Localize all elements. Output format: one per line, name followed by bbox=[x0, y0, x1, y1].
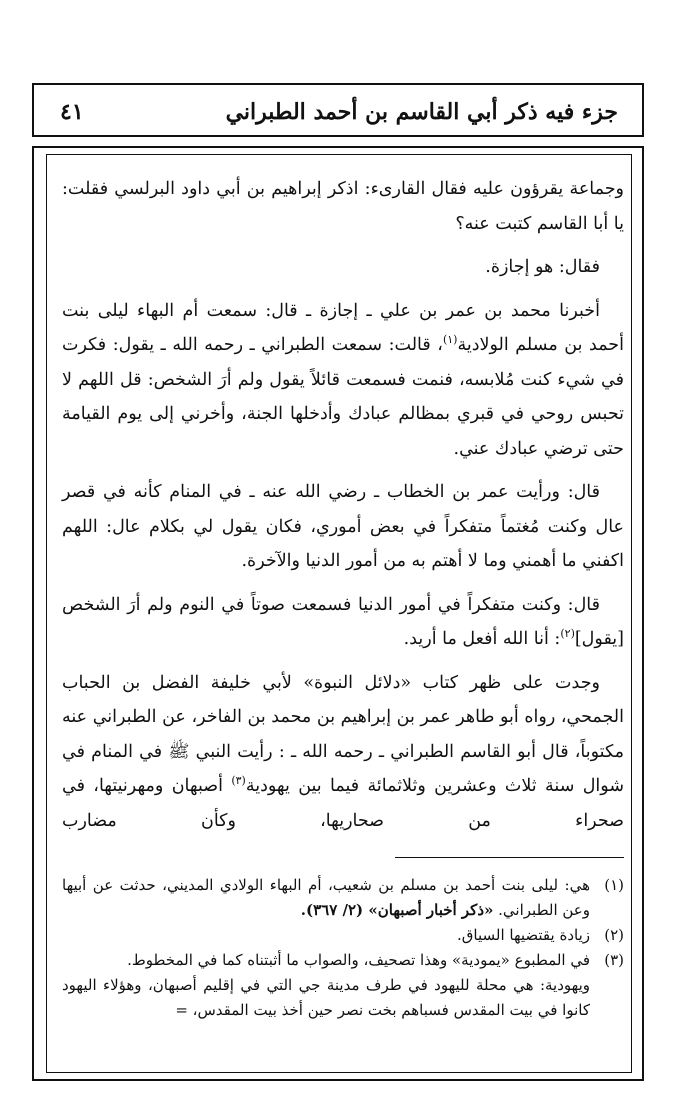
footnote-1 bbox=[62, 873, 624, 923]
footnote-1-reference: «ذكر أخبار أصبهان» (٢/ ٣٦٧). bbox=[300, 901, 494, 919]
paragraph-5 bbox=[62, 588, 624, 657]
footnote-ref-2: (٢) bbox=[560, 627, 575, 641]
footnote-1-body: هي: ليلى بنت أحمد بن مسلم بن شعيب، أم البهاء الولادي المديني، حدثت عن أبيها وعن الطبراني. bbox=[62, 876, 590, 919]
paragraph-5-text-a: قال: وكنت متفكراً في أمور الدنيا فسمعت صوتاً في النوم ولم أرَ الشخص [يقول] bbox=[62, 594, 624, 649]
paragraph-1: وجماعة يقرؤون عليه فقال القارىء: اذكر إبراهيم بن أبي داود البرلسي فقلت: يا أبا القاسم كتبت عنه؟ bbox=[62, 179, 624, 234]
footnote-3-number: (٣) bbox=[604, 951, 624, 969]
footnote-3-continuation: ويهودية: هي محلة لليهود في طرف مدينة جي التي في إقليم أصبهان، وهؤلاء اليهود كانوا في بيت المقدس فسباهم بخت نصر حين أخذ بيت المقدس، = bbox=[62, 976, 590, 1019]
paragraph-6-text-a: وجدت على ظهر كتاب «دلائل النبوة» لأبي خليفة الفضل بن الحباب الجمحي، رواه أبو طاهر عمر بن إبراهيم بن محمد بن الفاخر، عن الطبراني عنه مكتوباً، قال أبو القاسم الطبراني ـ رحمه الله ـ : رأيت النبي ﷺ في المنام في شوال سنة ثلاث وعشرين وثلاثمائة فيما بين يهودية bbox=[62, 672, 624, 796]
paragraph-2: فقال: هو إجازة. bbox=[485, 257, 600, 277]
footnote-ref-3: (٣) bbox=[231, 774, 246, 788]
footnote-separator bbox=[395, 857, 624, 858]
footnote-3-text: في المطبوع «يمودية» وهذا تصحيف، والصواب ما أثبتناه كما في المخطوط. bbox=[127, 951, 590, 969]
footnote-3 bbox=[62, 948, 624, 973]
paragraph-3 bbox=[62, 294, 624, 467]
footnotes bbox=[62, 873, 624, 1023]
paragraph-3-text-a: أخبرنا محمد بن عمر بن علي ـ إجازة ـ قال: سمعت أم البهاء ليلى بنت أحمد بن مسلم الولادية bbox=[62, 300, 624, 355]
paragraph-5-text-b: : أنا الله أفعل ما أريد. bbox=[403, 629, 561, 649]
page-number: ٤١ bbox=[60, 99, 84, 125]
running-title: جزء فيه ذكر أبي القاسم بن أحمد الطبراني bbox=[225, 99, 618, 125]
paragraph-4: قال: ورأيت عمر بن الخطاب ـ رضي الله عنه ـ في المنام كأنه في قصر عال وكنت مُغتماً متفكراً في بعض أموري، فكان يقول لي بكلام عال: اللهم اكفني ما أهمني وما لا أهتم به من أمور الدنيا والآخرة. bbox=[62, 482, 624, 571]
footnote-ref-1: (١) bbox=[442, 333, 458, 347]
paragraph-6 bbox=[62, 666, 624, 839]
running-header bbox=[32, 83, 644, 137]
footnote-1-number: (١) bbox=[604, 876, 624, 894]
main-text bbox=[62, 172, 624, 847]
footnote-1-text bbox=[62, 873, 590, 923]
footnote-2-text: زيادة يقتضيها السياق. bbox=[457, 926, 590, 944]
footnote-2-number: (٢) bbox=[604, 926, 624, 944]
paragraph-6-text-b: أصبهان ومهرنيتها، في صحراء من صحاريها، وكأن مضارب bbox=[62, 776, 624, 831]
paragraph-3-text-b: ، قالت: سمعت الطبراني ـ رحمه الله ـ يقول: فكرت في شيء كنت مُلابسه، فنمت فسمعت قائلاً يقول ولم أرَ الشخص: قل اللهم لا تحبس روحي في قبري بمظالم عبادك وأدخلها الجنة، وأخرني إلى يوم القيامة حتى ترضي عبادك عني. bbox=[62, 335, 624, 459]
footnote-2 bbox=[62, 923, 624, 948]
